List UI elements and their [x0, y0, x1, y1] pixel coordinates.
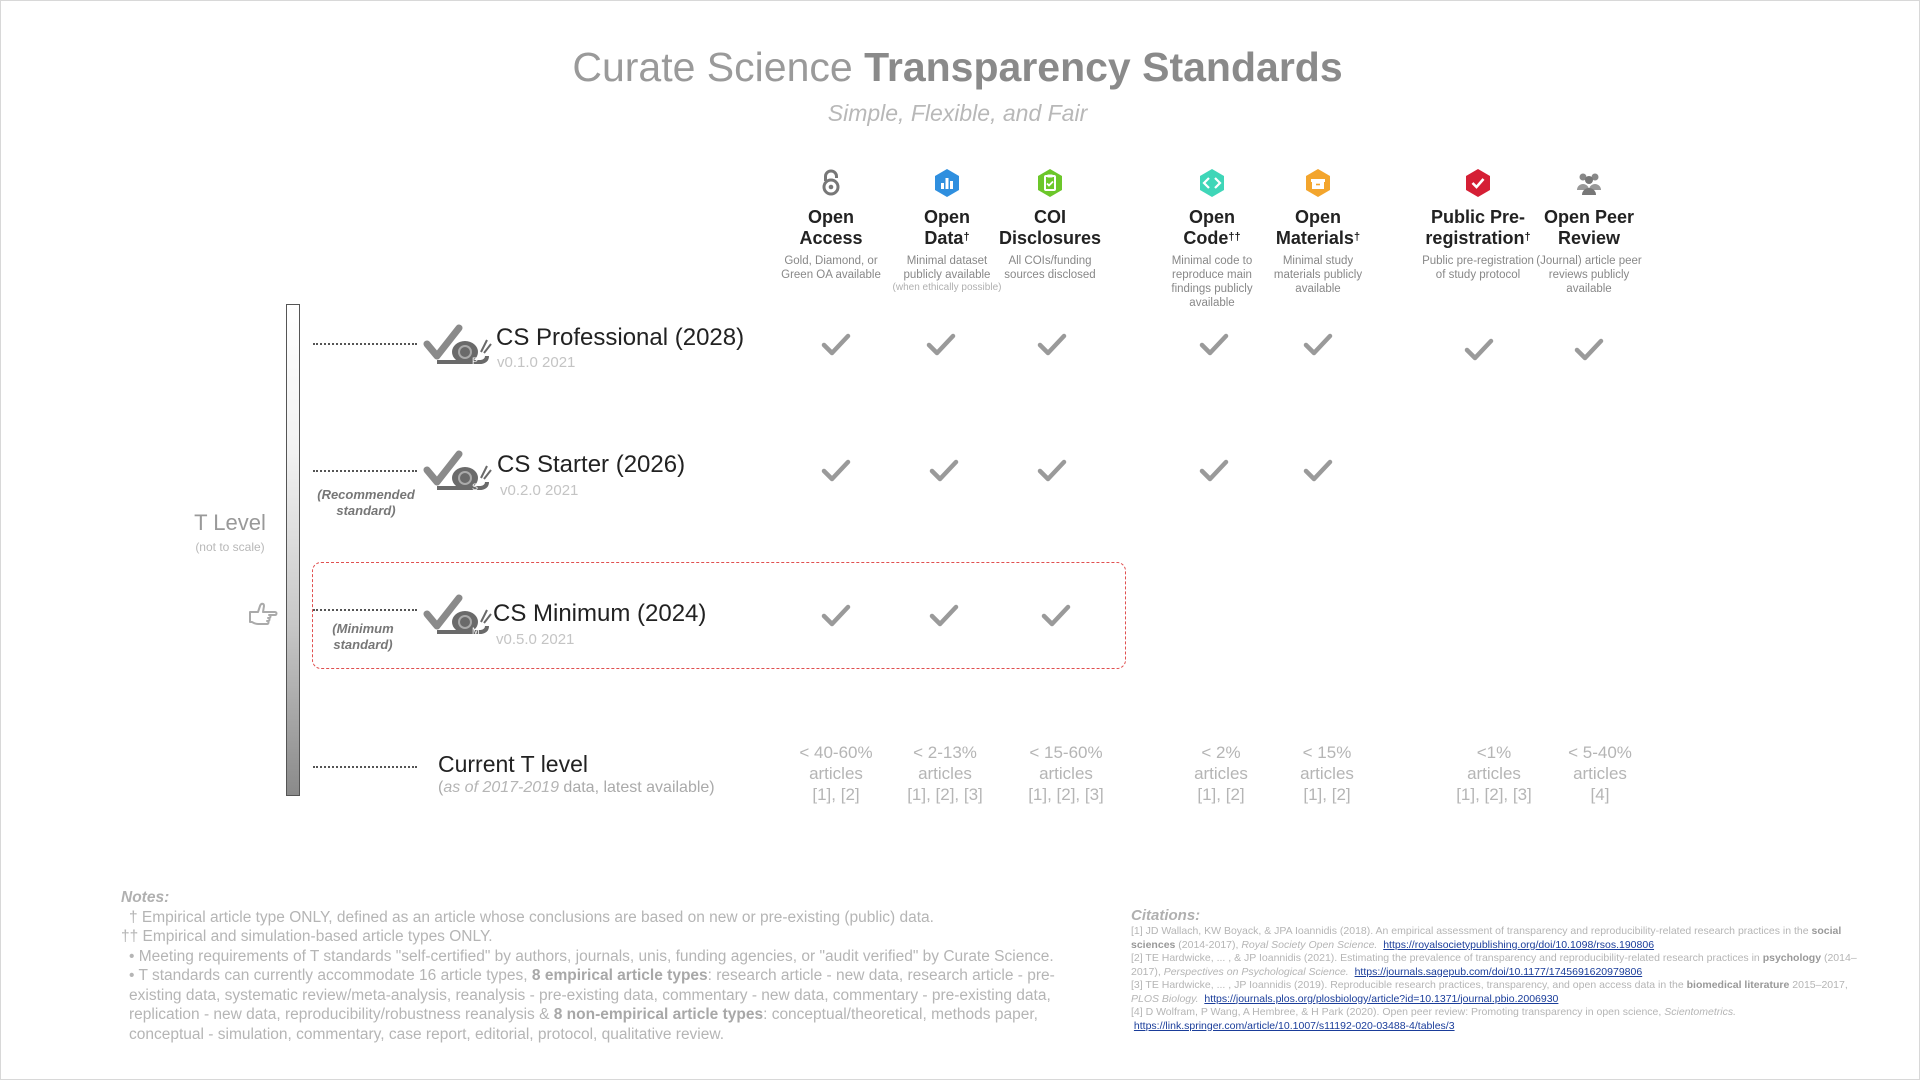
level-name-professional: CS Professional (2028)	[496, 324, 745, 351]
stat-refs: [1], [2], [3]	[1028, 785, 1104, 804]
header-dagger: †	[1353, 231, 1361, 243]
header-line-1: Open Peer	[1543, 207, 1635, 227]
level-note-starter: (Recommended standard)	[317, 487, 415, 518]
level-connector-current	[313, 766, 417, 768]
checkmark-icon	[1464, 336, 1494, 362]
stat-refs: [1], [2]	[812, 785, 860, 804]
citation-text: [3] TE Hardwicke, ... , JP Ioannidis (2019). Reproducible research practices, transparency, and open access data in the	[1131, 979, 1684, 991]
note-item: • Meeting requirements of T standards "self-certified" by authors, journals, unis, funding agencies, or "audit verified" by Curate Science.	[129, 947, 1054, 965]
column-description: All COIs/funding sources disclosed	[1004, 255, 1096, 281]
header-line-1: Open	[923, 207, 970, 227]
title-bold: Transparency Standards	[864, 44, 1343, 90]
checkmark-icon	[821, 602, 851, 628]
stat-value: < 15-60%	[1029, 743, 1103, 762]
stat-value: < 15%	[1302, 743, 1352, 762]
note-text: : conceptual/theoretical, methods paper, conceptual - simulation, commentary, case report, editorial, protocol, qualitative review.	[129, 1006, 1038, 1043]
header-line-2: Code	[1183, 228, 1229, 248]
level-connector-professional	[313, 343, 417, 345]
current-stat-preregistration	[1439, 742, 1549, 805]
snail-check-badge-icon	[423, 448, 493, 492]
column-open-peer-review	[1533, 168, 1645, 296]
header-line-2: Materials	[1275, 228, 1354, 248]
checkmark-icon	[929, 457, 959, 483]
checkmark-icon	[926, 331, 956, 357]
current-level-subtitle	[438, 779, 715, 797]
note-text: : research article - new data, research article - pre-existing data, systematic review/meta-analysis, reanalysis - pre-existing data, commentary - new data, commentary - pre-existing data, replication - new data, reproducibility/robustness reanalysis &	[129, 967, 1055, 1023]
column-header	[1262, 207, 1374, 249]
stat-unit: articles	[1573, 764, 1627, 783]
column-description	[891, 254, 1003, 294]
current-stat-open-materials	[1272, 742, 1382, 805]
notes-section	[121, 888, 1081, 1044]
stat-unit: articles	[1300, 764, 1354, 783]
column-header	[891, 207, 1003, 249]
header-dagger: †	[1524, 231, 1531, 243]
header-line-1: COI	[1033, 207, 1066, 227]
column-open-access	[775, 168, 887, 282]
current-stat-peer-review	[1545, 742, 1655, 805]
t-level-sublabel: (not to scale)	[195, 540, 265, 554]
checkmark-icon	[929, 602, 959, 628]
column-open-code	[1156, 168, 1268, 310]
snail-check-badge-icon	[423, 592, 493, 636]
subtitle-rest: data, latest available)	[558, 779, 715, 796]
bar-chart-hexagon-icon	[932, 168, 962, 198]
title-light: Curate Science	[572, 44, 853, 90]
page-title	[0, 44, 1915, 91]
citation-link[interactable]: https://link.springer.com/article/10.1007/s11192-020-03488-4/tables/3	[1133, 1019, 1455, 1032]
clipboard-hexagon-icon	[1035, 168, 1065, 198]
header-dagger: ††	[1228, 231, 1241, 243]
header-dagger: †	[963, 231, 970, 243]
stat-unit: articles	[809, 764, 863, 783]
people-group-icon	[1574, 168, 1604, 198]
checkmark-icon	[821, 457, 851, 483]
checkmark-icon	[1037, 457, 1067, 483]
header-line-1: Open	[1294, 207, 1341, 227]
stat-unit: articles	[918, 764, 972, 783]
level-version-minimum: v0.5.0 2021	[496, 631, 575, 648]
badge-letter: S	[472, 482, 479, 492]
level-connector-starter	[313, 470, 417, 472]
level-name-minimum: CS Minimum (2024)	[493, 600, 707, 627]
citation-text: (2014–2017),	[1131, 952, 1857, 978]
column-header	[1156, 207, 1268, 249]
snail-check-badge-icon	[423, 322, 493, 366]
current-stat-open-data	[890, 742, 1000, 805]
header-line-2: Data	[924, 228, 964, 248]
column-header	[1422, 207, 1534, 249]
column-header	[1533, 207, 1645, 249]
column-description: Gold, Diamond, or Green OA available	[781, 255, 881, 281]
stat-refs: [4]	[1590, 785, 1610, 804]
citation-link[interactable]: https://royalsocietypublishing.org/doi/10.1098/rsos.190806	[1383, 938, 1655, 951]
subtitle-open-paren: (	[438, 779, 444, 796]
checkmark-icon	[1199, 331, 1229, 357]
page-subtitle: Simple, Flexible, and Fair	[827, 100, 1088, 126]
column-public-preregistration	[1422, 168, 1534, 282]
t-level-label: T Level	[194, 510, 266, 535]
citation-field: biomedical literature	[1686, 979, 1790, 991]
stat-value: < 40-60%	[799, 743, 873, 762]
level-note-minimum: (Minimum standard)	[332, 621, 394, 652]
column-header	[775, 207, 887, 249]
level-version-professional: v0.1.0 2021	[497, 354, 576, 371]
stat-refs: [1], [2]	[1303, 785, 1351, 804]
column-coi-disclosures	[994, 168, 1106, 282]
column-header	[994, 207, 1106, 249]
stat-refs: [1], [2], [3]	[1456, 785, 1532, 804]
column-open-materials	[1262, 168, 1374, 296]
badge-letter: P	[472, 356, 479, 366]
checkmark-icon	[821, 331, 851, 357]
header-line-2: registration	[1425, 228, 1525, 248]
note-text: • T standards can currently accommodate 16 article types,	[129, 967, 528, 984]
citation-item	[1131, 952, 1861, 979]
citation-text: [4] D Wolfram, P Wang, A Hembree, & H Park (2020). Open peer review: Promoting transparency in open science,	[1131, 1006, 1662, 1018]
citation-text: (2014-2017),	[1178, 938, 1239, 951]
header-line-1: Open	[1188, 207, 1235, 227]
citations-heading: Citations:	[1131, 907, 1201, 924]
citation-link[interactable]: https://journals.plos.org/plosbiology/article?id=10.1371/journal.pbio.2006930	[1204, 992, 1559, 1005]
column-open-data	[891, 168, 1003, 294]
citations-section	[1131, 906, 1861, 1033]
current-level-name: Current T level	[438, 751, 588, 777]
checkmark-icon	[1199, 457, 1229, 483]
note-item: †† Empirical and simulation-based article types ONLY.	[121, 928, 493, 945]
citation-text: [1] JD Wallach, KW Boyack, & JPA Ioannidis (2018). An empirical assessment of transparency and reproducibility-related research practices in the	[1131, 925, 1809, 937]
note-bold: 8 non-empirical article types	[553, 1006, 764, 1023]
citation-journal: Royal Society Open Science.	[1241, 938, 1378, 951]
description-text: Minimal dataset publicly available	[903, 255, 991, 281]
column-description: (Journal) article peer reviews publicly available	[1536, 255, 1642, 295]
note-item: † Empirical article type ONLY, defined as an article whose conclusions are based on new or pre-existing (public) data.	[129, 908, 934, 926]
header-line-1: Open	[807, 207, 854, 227]
current-stat-coi	[1011, 742, 1121, 805]
checkmark-icon	[1037, 331, 1067, 357]
citation-item	[1131, 1006, 1861, 1033]
stat-refs: [1], [2], [3]	[907, 785, 983, 804]
stat-unit: articles	[1039, 764, 1093, 783]
citation-item	[1131, 925, 1861, 952]
stat-value: < 5-40%	[1568, 743, 1632, 762]
current-stat-open-access	[781, 742, 891, 805]
column-description: Minimal code to reproduce main findings publicly available	[1171, 255, 1253, 309]
level-name-starter: CS Starter (2026)	[497, 451, 686, 478]
header-line-1: Public Pre-	[1430, 207, 1526, 227]
citation-field: psychology	[1762, 952, 1822, 964]
header-line-2: Disclosures	[998, 228, 1102, 248]
open-access-lock-icon	[816, 168, 846, 198]
stat-refs: [1], [2]	[1197, 785, 1245, 804]
header-line-2: Access	[799, 228, 863, 248]
column-description: Public pre-registration of study protocol	[1422, 255, 1534, 281]
stat-value: < 2%	[1201, 743, 1241, 762]
citation-text: [2] TE Hardwicke, ... , & JP Ioannidis (2021). Estimating the prevalence of transparency and reproducibility-related research practices in	[1131, 952, 1760, 964]
stat-value: < 2-13%	[913, 743, 977, 762]
description-note: (when ethically possible)	[892, 282, 1002, 293]
badge-letter: M	[472, 626, 480, 636]
checkmark-icon	[1041, 602, 1071, 628]
column-description: Minimal study materials publicly available	[1273, 255, 1363, 295]
notes-heading: Notes:	[121, 889, 170, 906]
checkmark-icon	[1303, 457, 1333, 483]
citation-field: social sciences	[1131, 925, 1842, 951]
header-line-2: Review	[1557, 228, 1621, 248]
stat-value: <1%	[1476, 743, 1512, 762]
citation-link[interactable]: https://journals.sagepub.com/doi/10.1177/1745691620979806	[1354, 965, 1643, 978]
citation-journal: Perspectives on Psychological Science.	[1163, 965, 1349, 978]
stat-unit: articles	[1194, 764, 1248, 783]
citation-journal: PLOS Biology.	[1131, 992, 1199, 1005]
note-item	[121, 966, 1081, 1044]
pointing-hand-icon	[246, 598, 280, 632]
citation-text: 2015–2017,	[1792, 979, 1848, 991]
level-version-starter: v0.2.0 2021	[500, 482, 579, 499]
current-stat-open-code	[1166, 742, 1276, 805]
checkmark-icon	[1574, 336, 1604, 362]
t-level-gradient-bar	[286, 304, 300, 796]
checkmark-icon	[1303, 331, 1333, 357]
subtitle-italic: as of 2017-2019	[443, 779, 559, 796]
citation-item	[1131, 979, 1861, 1006]
code-hexagon-icon	[1197, 168, 1227, 198]
box-hexagon-icon	[1303, 168, 1333, 198]
note-bold: 8 empirical article types	[531, 967, 708, 984]
stat-unit: articles	[1467, 764, 1521, 783]
citation-journal: Scientometrics.	[1664, 1006, 1737, 1018]
check-hexagon-icon	[1463, 168, 1493, 198]
